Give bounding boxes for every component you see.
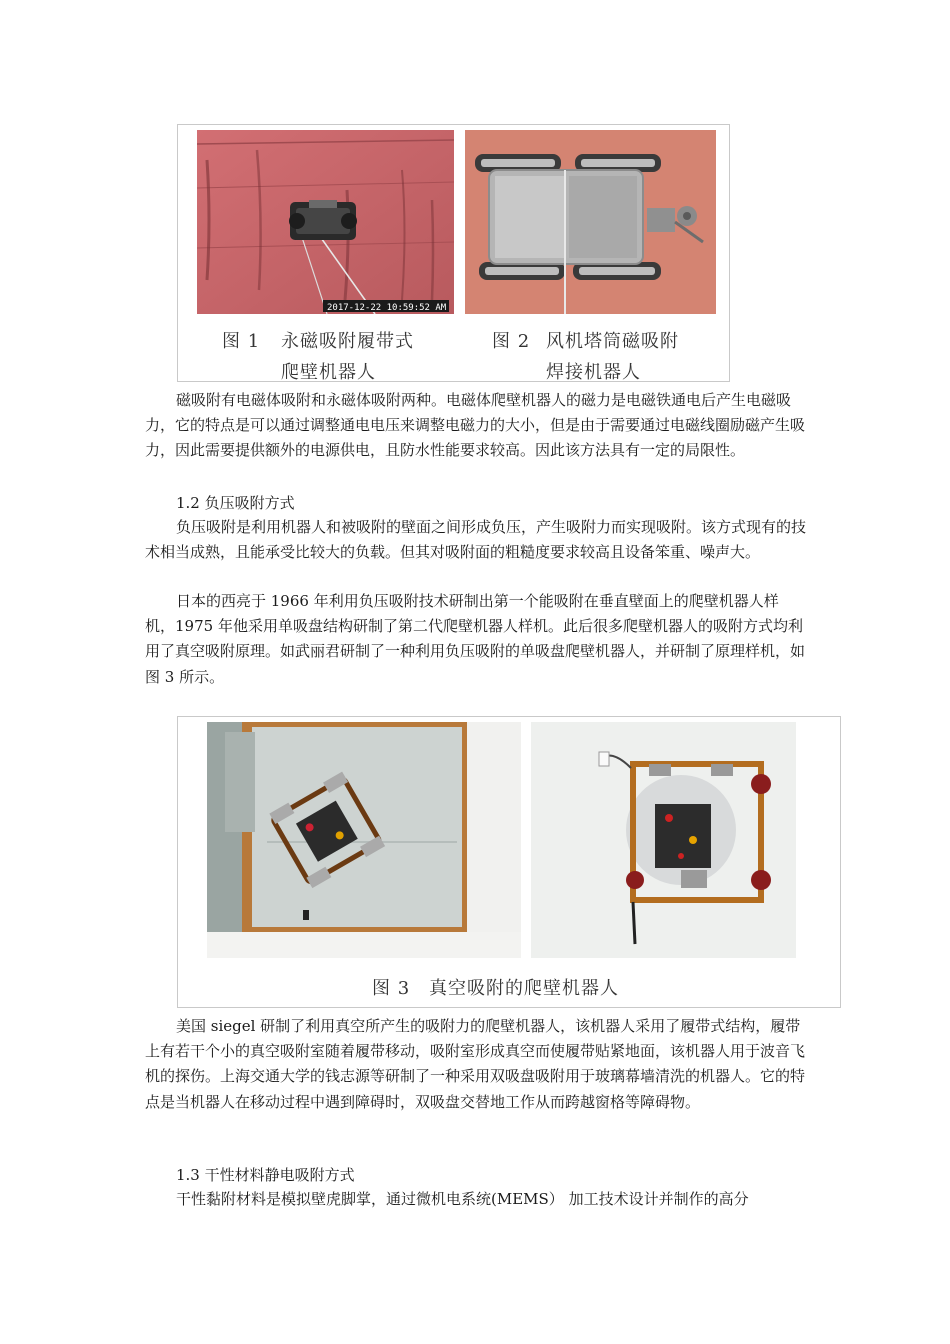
paragraph-magnetic-adhesion: 磁吸附有电磁体吸附和永磁体吸附两种。电磁体爬壁机器人的磁力是电磁铁通电后产生电磁吸力，它的特点是可以通过调整通电电压来调整电磁力的大小，但是由于需要通过电磁线圈励磁产生吸力，因此需要提供额外的电源供电，且防水性能要求较高。因此该方法具有一定的局限性。 — [145, 391, 806, 460]
figure-2-photo — [465, 130, 716, 314]
section-heading-1-2: 1.2 负压吸附方式 — [176, 494, 295, 512]
crawler-robot-fig1 — [289, 200, 357, 240]
fig1-caption-label: 图 1 — [222, 331, 261, 352]
figure-1-photo — [197, 130, 454, 314]
paragraph-siegel: 美国 siegel 研制了利用真空所产生的吸附力的爬壁机器人，该机器人采用了履带式结构，履带上有若干个小的真空吸附室随着履带移动，吸附室形成真空而使履带贴紧地面，该机器人用于波音飞机的探伤。上海交通大学的钱志源等研制了一种采用双吸盘吸附用于玻璃幕墙清洗的机器人。它的特点是当机器人在移动过程中遇到障碍时，双吸盘交替地工作从而跨越窗格等障碍物。 — [145, 1017, 806, 1111]
figure-3 — [177, 716, 841, 1008]
fig2-caption-line2: 焊接机器人 — [546, 362, 641, 383]
figure-3-photo-left — [207, 722, 521, 958]
figure-3-photo-right — [531, 722, 796, 958]
fig1-caption-line1: 永磁吸附履带式 — [281, 331, 414, 352]
fig1-timestamp: 2017-12-22 10:59:52 AM — [327, 303, 447, 313]
fig3-caption-title: 真空吸附的爬壁机器人 — [429, 978, 619, 999]
fig1-caption-line2: 爬壁机器人 — [281, 362, 376, 383]
paragraph-dry-adhesive: 干性黏附材料是模拟壁虎脚掌，通过微机电系统(MEMS） 加工技术设计并制作的高分 — [176, 1190, 749, 1208]
figure-1-2 — [177, 124, 730, 382]
paragraph-japan-history: 日本的西亮于 1966 年利用负压吸附技术研制出第一个能吸附在垂直壁面上的爬壁机器人样机，1975 年他采用单吸盘结构研制了第二代爬壁机器人样机。此后很多爬壁机器人的吸附方式均利用了真空吸附原理。如武丽君研制了一种利用负压吸附的单吸盘爬壁机器人，并研制了原理样机，如图 3 所示。 — [145, 592, 806, 686]
fig3-caption-label: 图 3 — [372, 978, 411, 999]
fig2-caption-label: 图 2 — [492, 331, 531, 352]
paragraph-negative-pressure: 负压吸附是利用机器人和被吸附的壁面之间形成负压，产生吸附力而实现吸附。该方式现有的技术相当成熟，且能承受比较大的负载。但其对吸附面的粗糙度要求较高且设备笨重、噪声大。 — [145, 518, 807, 562]
section-heading-1-3: 1.3 干性材料静电吸附方式 — [176, 1166, 355, 1184]
fig2-caption-line1: 风机塔筒磁吸附 — [546, 331, 679, 352]
